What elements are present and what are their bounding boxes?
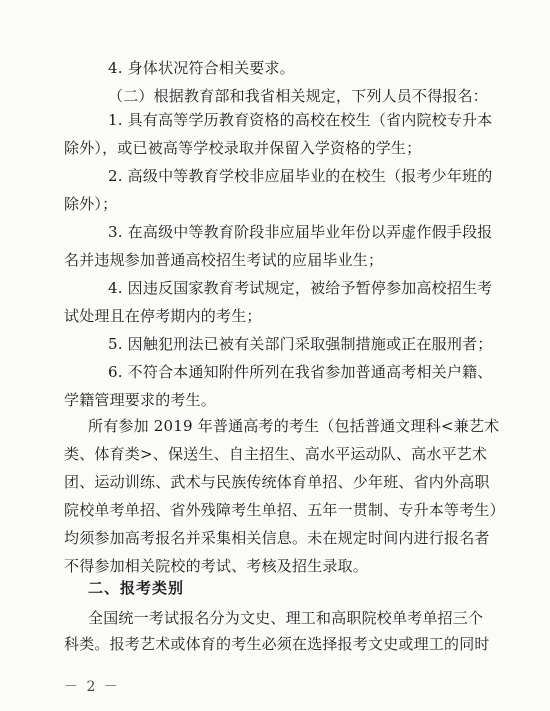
page-number: － 2 － [64, 679, 120, 695]
text-line: 院校单考单招、省外残障考生单招、五年一贯制、专升本等考生） [64, 501, 505, 519]
text-line: 所有参加 2019 年普通高考的考生（包括普通文理科<兼艺术 [88, 417, 500, 435]
text-line: （二）根据教育部和我省相关规定，下列人员不得报名： [108, 87, 489, 105]
text-line: 学籍管理要求的考生。 [64, 391, 217, 409]
text-line: 4. 身体状况符合相关要求。 [108, 59, 295, 77]
text-line: 1. 具有高等学历教育资格的高校在校生（省内院校专升本 [108, 111, 493, 129]
text-line: 除外）； [64, 195, 118, 213]
text-line: 类、体育类>、保送生、自主招生、高水平运动队、高水平艺术 [64, 445, 488, 463]
text-line: 5. 因触犯刑法已被有关部门采取强制措施或正在服刑者； [108, 335, 493, 353]
text-line: 3. 在高级中等教育阶段非应届毕业年份以弄虚作假手段报 [108, 223, 493, 241]
text-line: 全国统一考试报名分为文史、理工和高职院校单考单招三个 [88, 609, 484, 627]
text-line: 2. 高级中等教育学校非应届毕业的在校生（报考少年班的 [108, 167, 493, 185]
section-heading: 二、报考类别 [88, 579, 185, 597]
text-line: 名并违规参加普通高校招生考试的应届毕业生； [64, 251, 384, 269]
text-line: 除外），或已被高等学校录取并保留入学资格的学生； [64, 139, 422, 157]
text-line: 不得参加相关院校的考试、考核及招生录取。 [64, 557, 369, 575]
text-line: 4. 因违反国家教育考试规定，被给予暂停参加高校招生考 [108, 279, 493, 297]
text-line: 6. 不符合本通知附件所列在我省参加普通高考相关户籍、 [108, 363, 493, 381]
text-line: 均须参加高考报名并采集相关信息。未在规定时间内进行报名者 [64, 529, 490, 547]
text-line: 试处理且在停考期内的考生； [64, 307, 262, 325]
text-line: 科类。报考艺术或体育的考生必须在选择报考文史或理工的同时 [64, 635, 490, 653]
text-line: 团、运动训练、武术与民族传统体育单招、少年班、省内外高职 [64, 473, 490, 491]
